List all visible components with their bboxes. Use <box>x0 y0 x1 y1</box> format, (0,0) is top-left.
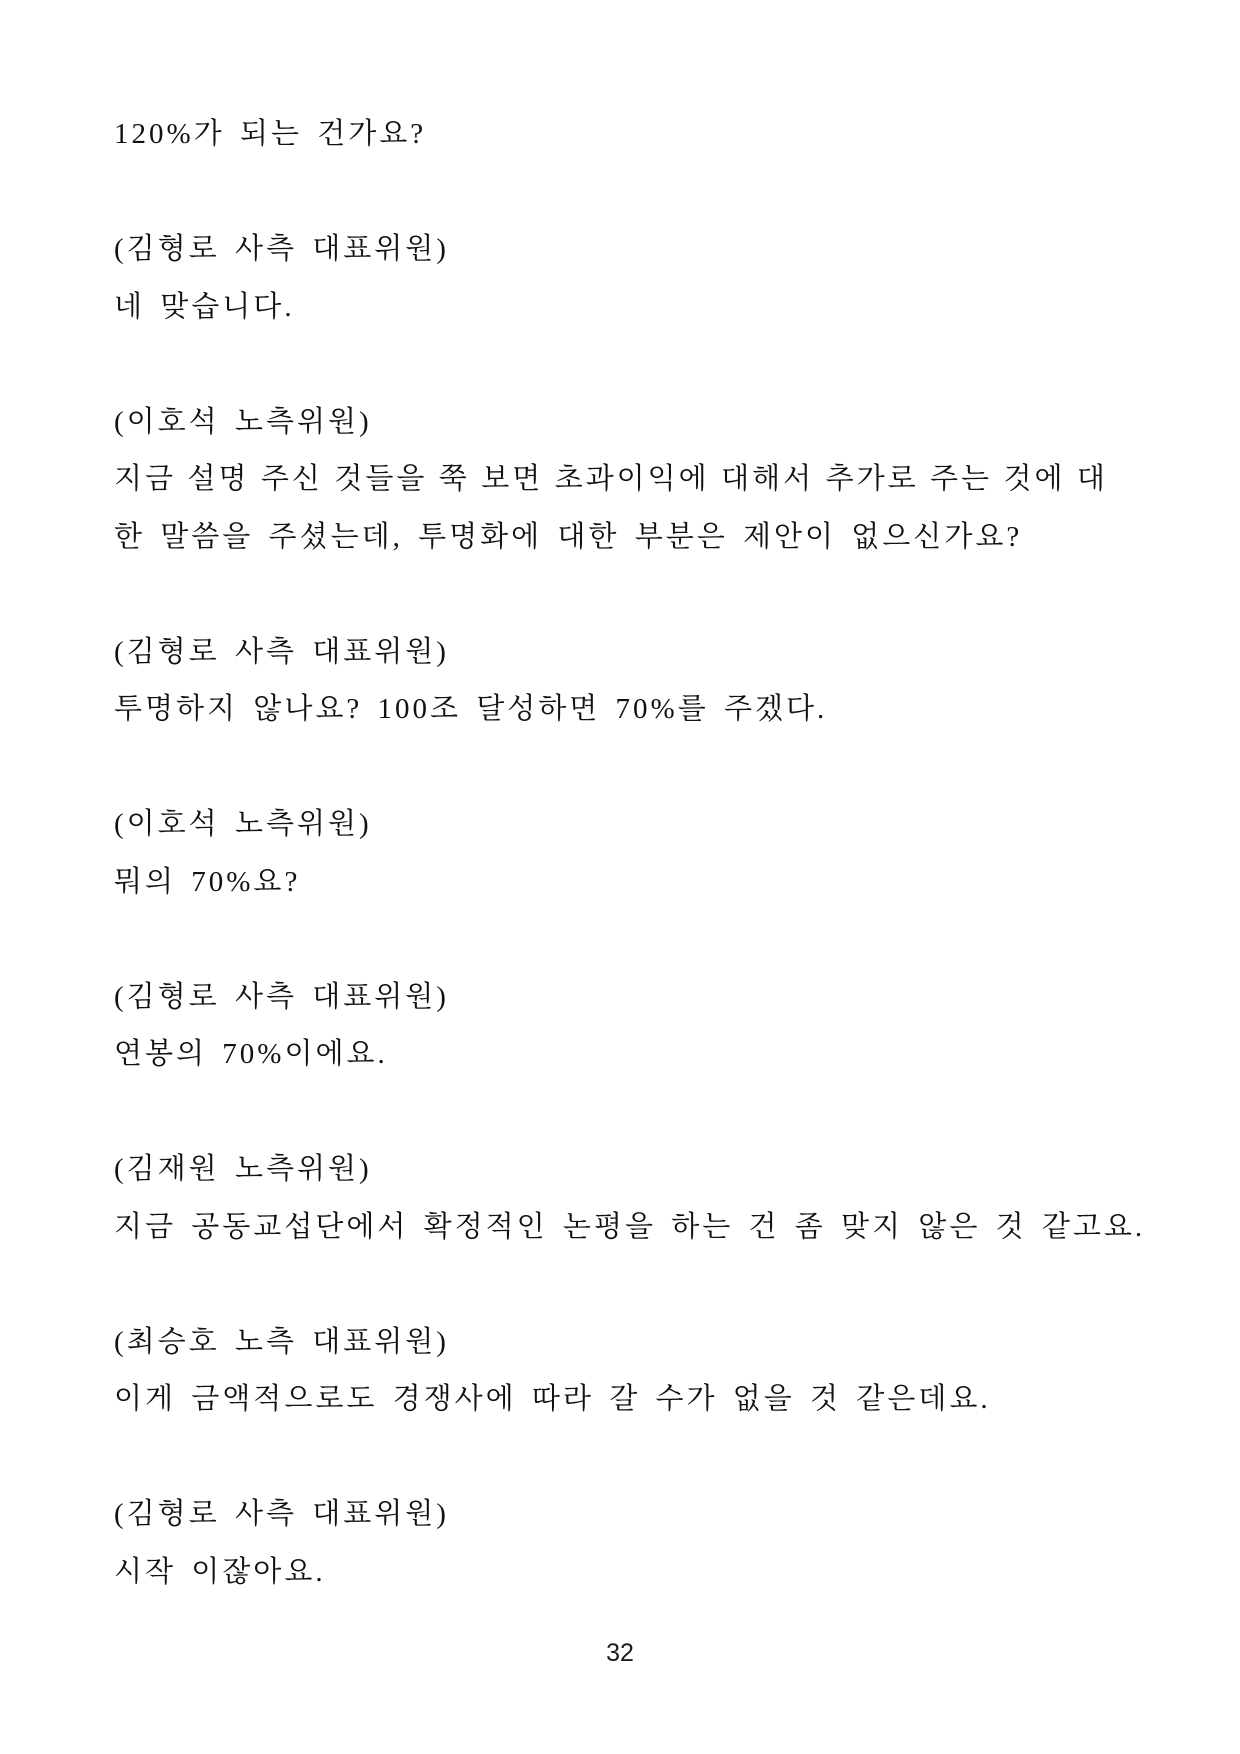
speaker-line: (최승호 노측 대표위원) <box>114 1325 449 1358</box>
blank-line <box>114 1084 1108 1142</box>
word: 주신 <box>260 463 323 495</box>
document-body <box>114 106 1146 1601</box>
dialogue-line: 뭐의 70%요? <box>114 865 301 898</box>
blank-line <box>114 1429 1108 1487</box>
blank-line <box>114 739 1108 797</box>
speaker-line: (김형로 사측 대표위원) <box>114 1498 449 1530</box>
dialogue-line <box>114 451 1108 509</box>
blank-line <box>114 164 1108 222</box>
word: 보면 <box>481 463 544 495</box>
word: 설명 <box>187 463 250 495</box>
word: 것들을 <box>334 463 428 495</box>
dialogue-line: 네 맞습니다. <box>114 290 295 323</box>
dialogue-line: 한 말씀을 주셨는데, 투명화에 대한 부분은 제안이 없으신가요? <box>114 520 1023 553</box>
speaker-line: (김형로 사측 대표위원) <box>114 635 449 668</box>
word: 주는 <box>930 463 993 495</box>
dialogue-line: 시작 이잖아요. <box>114 1555 326 1588</box>
speaker-line: (김형로 사측 대표위원) <box>114 233 449 265</box>
speaker-line: (이호석 노측위원) <box>114 808 372 840</box>
blank-line <box>114 566 1108 624</box>
blank-line <box>114 911 1108 969</box>
word: 초과이익에 <box>554 463 710 495</box>
dialogue-line: 투명하지 않나요? 100조 달성하면 70%를 주겠다. <box>114 693 828 725</box>
dialogue-line: 연봉의 70%이에요. <box>114 1038 388 1070</box>
dialogue-line: 이게 금액적으로도 경쟁사에 따라 갈 수가 없을 것 같은데요. <box>114 1383 991 1415</box>
page-number: 32 <box>606 1639 634 1667</box>
word: 쭉 <box>438 463 470 495</box>
speaker-line: (김형로 사측 대표위원) <box>114 980 449 1013</box>
word: 지금 <box>114 463 177 495</box>
word: 대해서 <box>721 463 815 495</box>
word: 추가로 <box>825 463 919 495</box>
word: 대 <box>1076 463 1108 495</box>
dialogue-line: 지금 공동교섭단에서 확정적인 논평을 하는 건 좀 맞지 않은 것 같고요. <box>114 1210 1146 1243</box>
blank-line <box>114 336 1108 394</box>
dialogue-line: 120%가 되는 건가요? <box>114 118 427 150</box>
word: 것에 <box>1003 463 1066 495</box>
speaker-line: (김재원 노측위원) <box>114 1153 372 1185</box>
speaker-line: (이호석 노측위원) <box>114 405 372 438</box>
blank-line <box>114 1256 1108 1314</box>
